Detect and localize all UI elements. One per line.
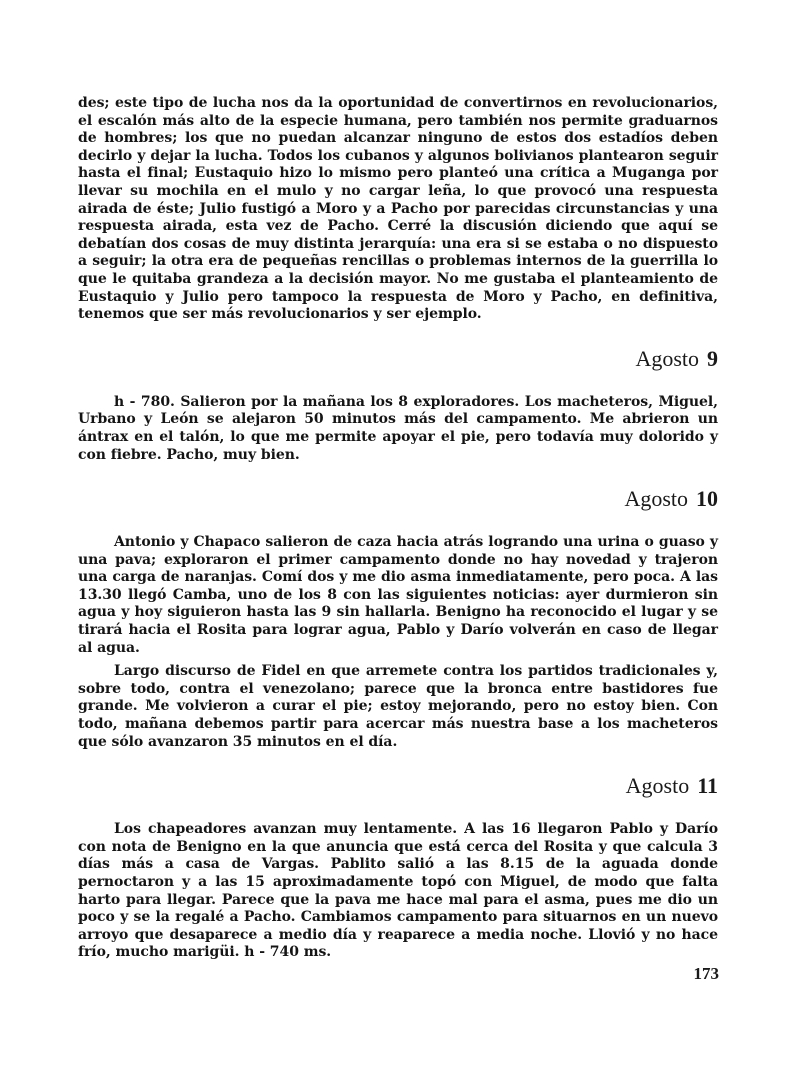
opening-paragraph: des; este tipo de lucha nos da la oportunidad de convertirnos en revolucionarios, el escalón más alto de la especie humana, pero también nos permite graduarnos de hombres; los que no puedan alcanzar ninguno de estos dos estadíos deben decirlo y dejar la lucha. Todos los cubanos y algunos bolivianos plantearon seguir hasta el final; Eustaquio hizo lo mismo pero planteó una crítica a Muganga por llevar su mochila en el mulo y no cargar leña, lo que provocó una respuesta airada de éste; Julio fustigó a Moro y a Pacho por parecidas circunstancias y una respuesta airada, esta vez de Pacho. Cerré la discusión diciendo que aquí se debatían dos cosas de muy distinta jerarquía: una era si se estaba o no dispuesto a seguir; la otra era de pequeñas rencillas o problemas internos de la guerrilla lo que le quitaba grandeza a la decisión mayor. No me gustaba el planteamiento de Eustaquio y Julio pero tampoco la respuesta de Moro y Pacho, en definitiva, tenemos que ser más revolucionarios y ser ejemplo. bbox=[78, 95, 718, 323]
entry-month: Agosto bbox=[635, 345, 699, 371]
entry-day: 9 bbox=[707, 345, 718, 371]
entry-day: 11 bbox=[697, 773, 718, 799]
entry-date-agosto-9 bbox=[78, 346, 718, 372]
page-body bbox=[78, 95, 718, 962]
entry-month: Agosto bbox=[624, 486, 688, 512]
entry-paragraph: h - 780. Salieron por la mañana los 8 exploradores. Los macheteros, Miguel, Urbano y León se alejaron 50 minutos más del campamento. Me abrieron un ántrax en el talón, lo que me permite apoyar el pie, pero todavía muy dolorido y con fiebre. Pacho, muy bien. bbox=[78, 393, 718, 463]
entry-paragraph: Largo discurso de Fidel en que arremete contra los partidos tradicionales y, sobre todo, contra el venezolano; parece que la bronca entre bastidores fue grande. Me volvieron a curar el pie; estoy mejorando, pero no estoy bien. Con todo, mañana debemos partir para acercar más nuestra base a los macheteros que sólo avanzaron 35 minutos en el día. bbox=[78, 663, 718, 750]
entry-paragraph: Los chapeadores avanzan muy lentamente. A las 16 llegaron Pablo y Darío con nota de Benigno en la que anuncia que está cerca del Rosita y que calcula 3 días más a casa de Vargas. Pablito salió a las 8.15 de la aguada donde pernoctaron y a las 15 aproximadamente topó con Miguel, de modo que falta harto para llegar. Parece que la pava me hace mal para el asma, pues me dio un poco y se la regalé a Pacho. Cambiamos campamento para situarnos en un nuevo arroyo que desaparece a medio día y reaparece a media noche. Llovió y no hace frío, mucho marigüi. h - 740 ms. bbox=[78, 821, 718, 961]
page-number: 173 bbox=[693, 964, 719, 983]
entry-date-agosto-10 bbox=[78, 486, 718, 512]
entry-day: 10 bbox=[696, 486, 718, 512]
entry-paragraph: Antonio y Chapaco salieron de caza hacia atrás logrando una urina o guaso y una pava; exploraron el primer campamento donde no hay novedad y trajeron una carga de naranjas. Comí dos y me dio asma inmediatamente, pero poca. A las 13.30 llegó Camba, uno de los 8 con las siguientes noticias: ayer durmieron sin agua y hoy siguieron hasta las 9 sin hallarla. Benigno ha reconocido el lugar y se tirará hacia el Rosita para lograr agua, Pablo y Darío volverán en caso de llegar al agua. bbox=[78, 534, 718, 656]
entry-date-agosto-11 bbox=[78, 773, 718, 799]
entry-month: Agosto bbox=[625, 773, 690, 799]
